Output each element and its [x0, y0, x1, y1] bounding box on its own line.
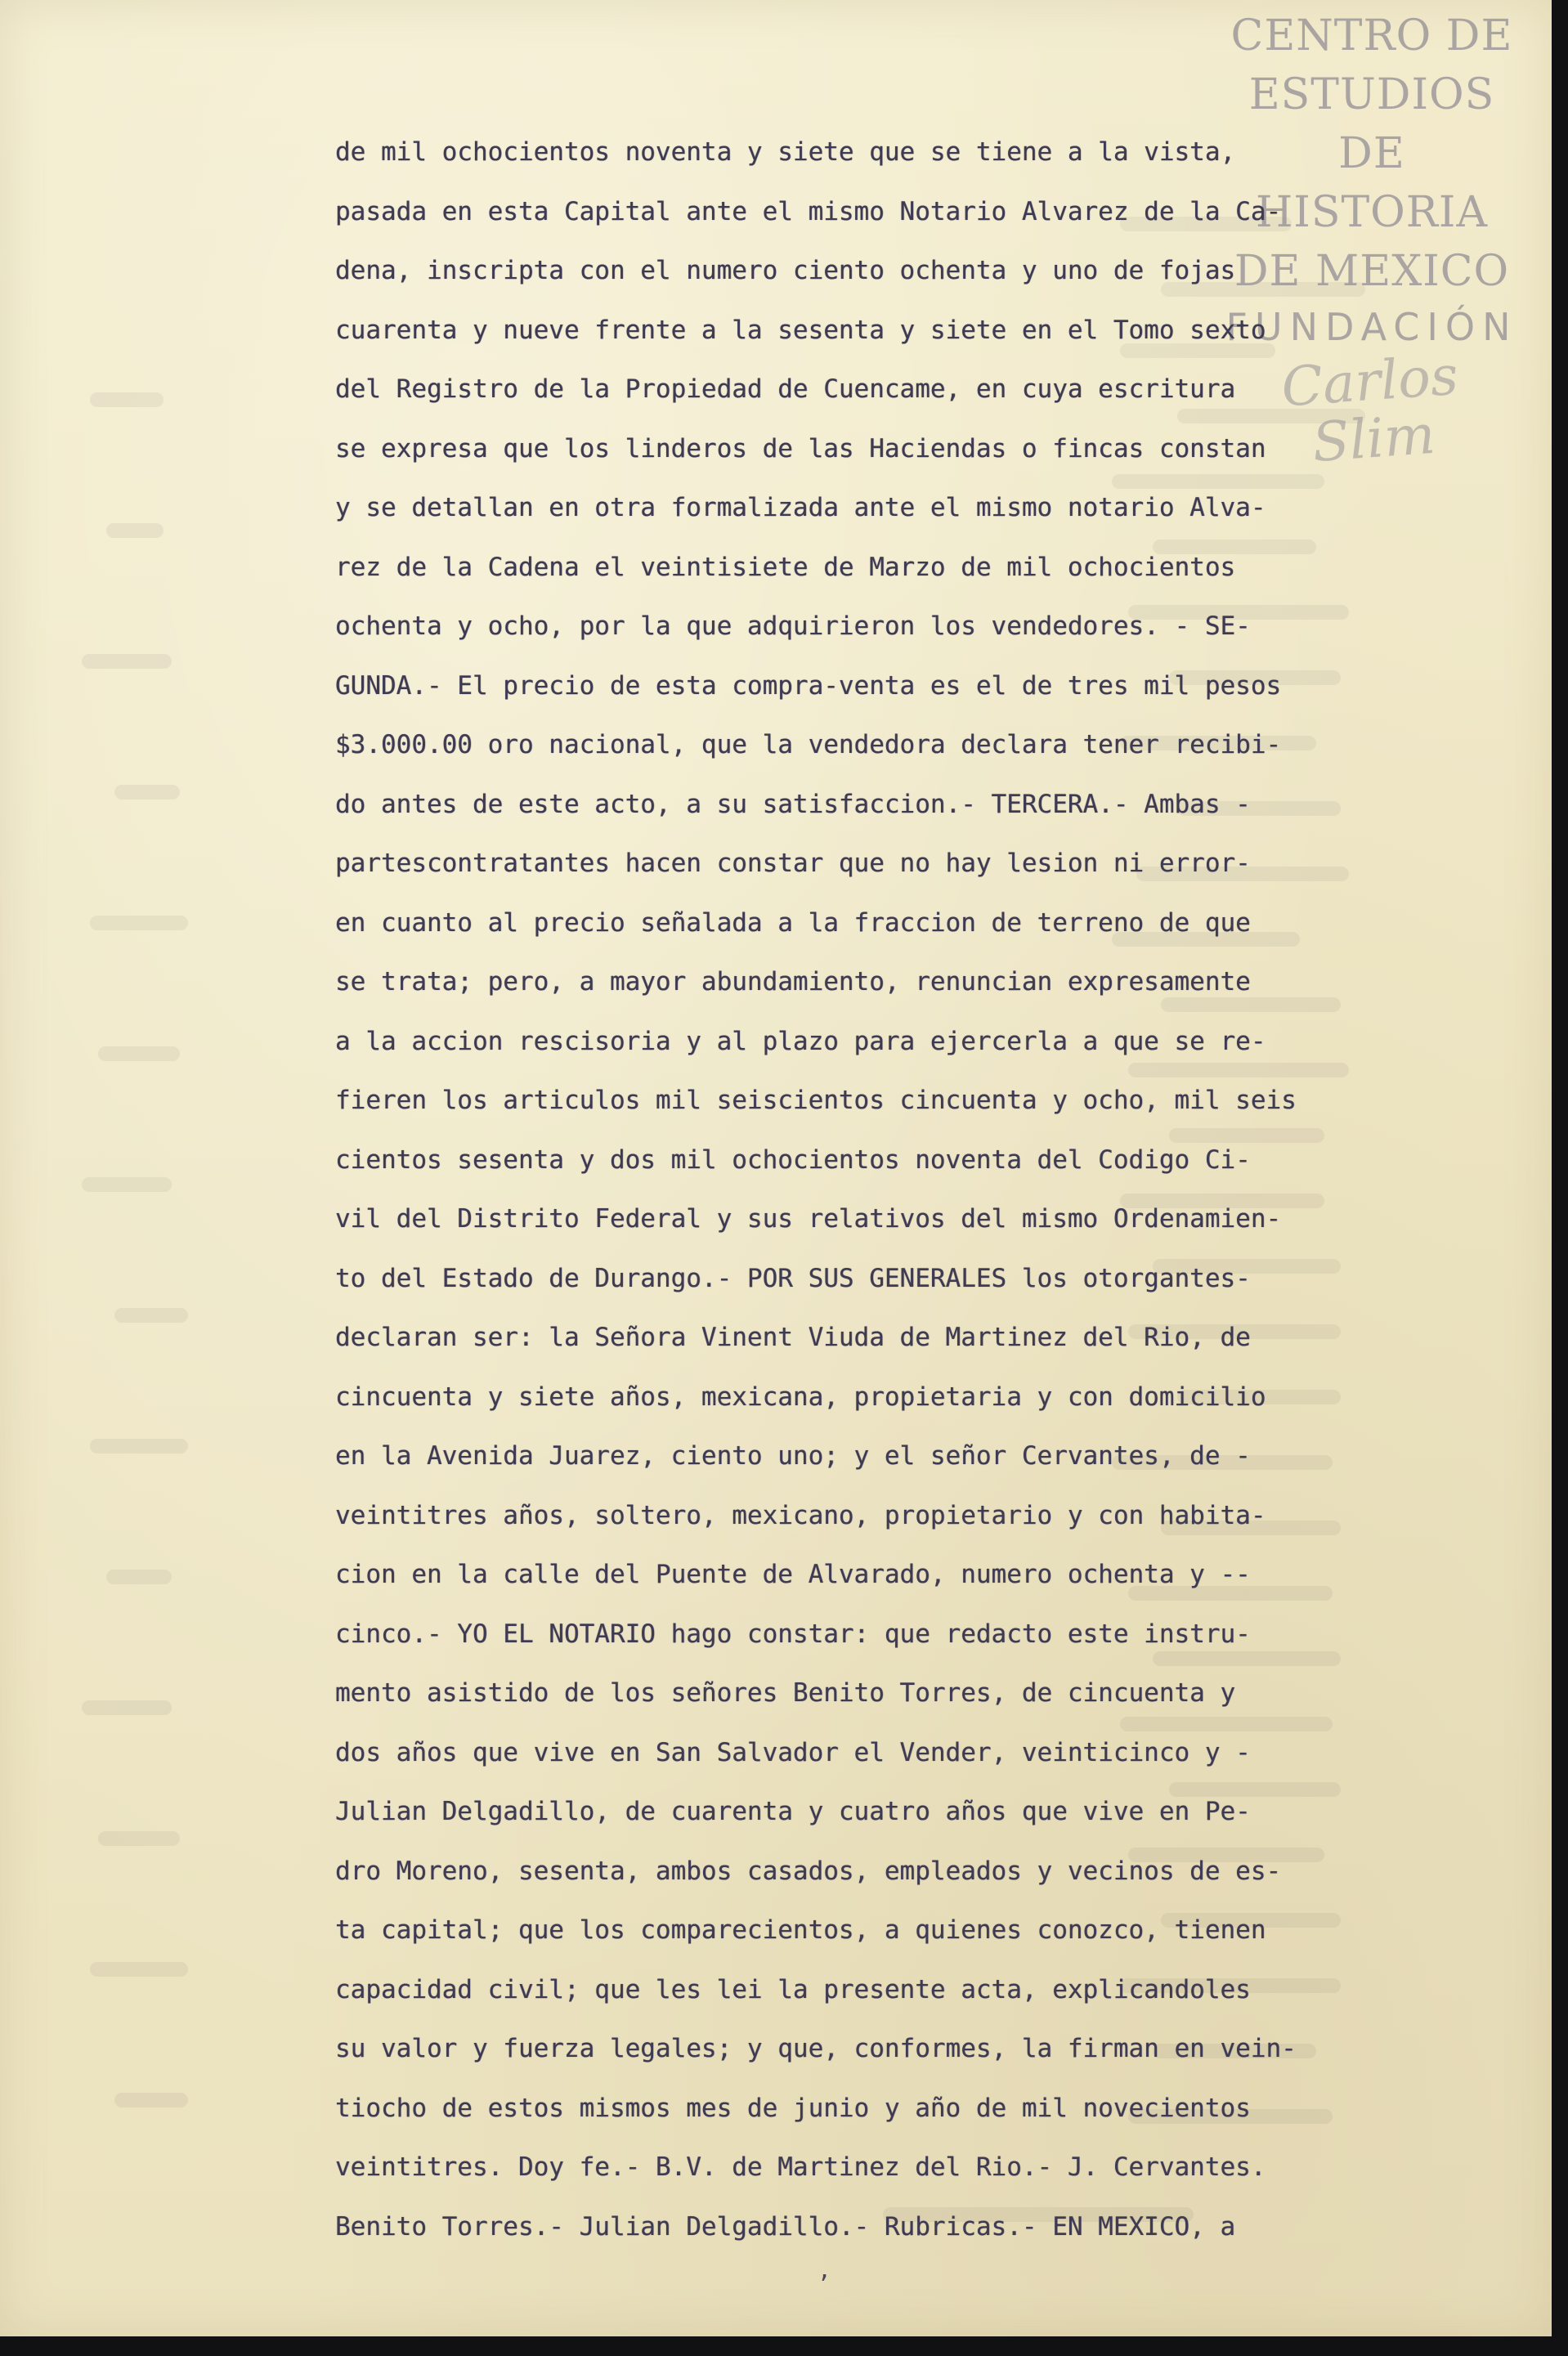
- text-line: dena, inscripta con el numero ciento ochenta y uno de fojas: [335, 256, 1236, 285]
- text-line: su valor y fuerza legales; y que, conformes, la firman en vein-: [335, 2034, 1297, 2063]
- text-line: se trata; pero, a mayor abundamiento, renuncian expresamente: [335, 967, 1251, 997]
- text-line: ta capital; que los comparecientos, a quienes conozco, tienen: [335, 1915, 1266, 1945]
- text-line: cincuenta y siete años, mexicana, propietaria y con domicilio: [335, 1382, 1266, 1412]
- typed-text-body: [335, 123, 1496, 2256]
- text-line: dro Moreno, sesenta, ambos casados, empleados y vecinos de es-: [335, 1856, 1282, 1886]
- text-line: do antes de este acto, a su satisfaccion.- TERCERA.- Ambas -: [335, 789, 1251, 819]
- watermark-line-3: DE HISTORIA: [1255, 129, 1489, 237]
- text-line: en cuanto al precio señalada a la fraccion de terreno de que: [335, 907, 1251, 938]
- watermark-line-2: ESTUDIOS: [1248, 70, 1495, 119]
- text-line: cuarenta y nueve frente a la sesenta y siete en el Tomo sexto: [335, 315, 1266, 345]
- watermark-line-4: DE MEXICO: [1234, 247, 1510, 296]
- text-line: cientos sesenta y dos mil ochocientos noventa del Codigo Ci-: [335, 1144, 1251, 1175]
- text-line: Julian Delgadillo, de cuarenta y cuatro años que vive en Pe-: [335, 1797, 1251, 1826]
- text-line: capacidad civil; que les lei la presente acta, explicandoles: [335, 1974, 1251, 2004]
- text-line: fieren los articulos mil seiscientos cincuenta y ocho, mil seis: [335, 1086, 1297, 1115]
- text-line: $3.000.00 oro nacional, que la vendedora declara tener recibi-: [335, 730, 1282, 759]
- text-line: tiocho de estos mismos mes de junio y año de mil novecientos: [335, 2093, 1251, 2123]
- text-line: rez de la Cadena el veintisiete de Marzo de mil ochocientos: [335, 552, 1236, 582]
- watermark-line-1: CENTRO DE: [1230, 11, 1513, 60]
- text-line: to del Estado de Durango.- POR SUS GENERALES los otorgantes-: [335, 1263, 1251, 1293]
- text-line: cinco.- YO EL NOTARIO hago constar: que redacto este instru-: [335, 1619, 1251, 1649]
- text-line: GUNDA.- El precio de esta compra-venta es el de tres mil pesos: [335, 670, 1282, 701]
- text-line: veintitres. Doy fe.- B.V. de Martinez del Rio.- J. Cervantes.: [335, 2152, 1266, 2182]
- text-line: declaran ser: la Señora Vinent Viuda de Martinez del Rio, de: [335, 1323, 1251, 1352]
- text-line: Benito Torres.- Julian Delgadillo.- Rubricas.- EN MEXICO, a: [335, 2211, 1236, 2242]
- text-line: veintitres años, soltero, mexicano, propietario y con habita-: [335, 1500, 1266, 1530]
- text-line: del Registro de la Propiedad de Cuencame, en cuya escritura: [335, 374, 1236, 404]
- text-line: de mil ochocientos noventa y siete que se tiene a la vista,: [335, 137, 1236, 167]
- stray-mark: ‚: [818, 2256, 831, 2283]
- watermark-signature: Carlos Slim: [1279, 343, 1461, 475]
- text-line: mento asistido de los señores Benito Torres, de cincuenta y: [335, 1678, 1236, 1708]
- text-line: en la Avenida Juarez, ciento uno; y el señor Cervantes, de -: [335, 1441, 1251, 1471]
- watermark-line-5: FUNDACIÓN: [1225, 305, 1518, 349]
- text-line: ochenta y ocho, por la que adquirieron los vendedores. - SE-: [335, 611, 1251, 641]
- text-line: y se detallan en otra formalizada ante el mismo notario Alva-: [335, 493, 1266, 522]
- text-line: a la accion rescisoria y al plazo para ejercerla a que se re-: [335, 1026, 1266, 1056]
- text-line: pasada en esta Capital ante el mismo Notario Alvarez de la Ca-: [335, 196, 1282, 226]
- text-line: se expresa que los linderos de las Haciendas o fincas constan: [335, 433, 1266, 464]
- text-line: cion en la calle del Puente de Alvarado, numero ochenta y --: [335, 1560, 1251, 1589]
- text-line: partescontratantes hacen constar que no hay lesion ni error-: [335, 849, 1251, 878]
- text-line: vil del Distrito Federal y sus relativos del mismo Ordenamien-: [335, 1204, 1282, 1234]
- text-line: dos años que vive en San Salvador el Vender, veinticinco y -: [335, 1737, 1251, 1767]
